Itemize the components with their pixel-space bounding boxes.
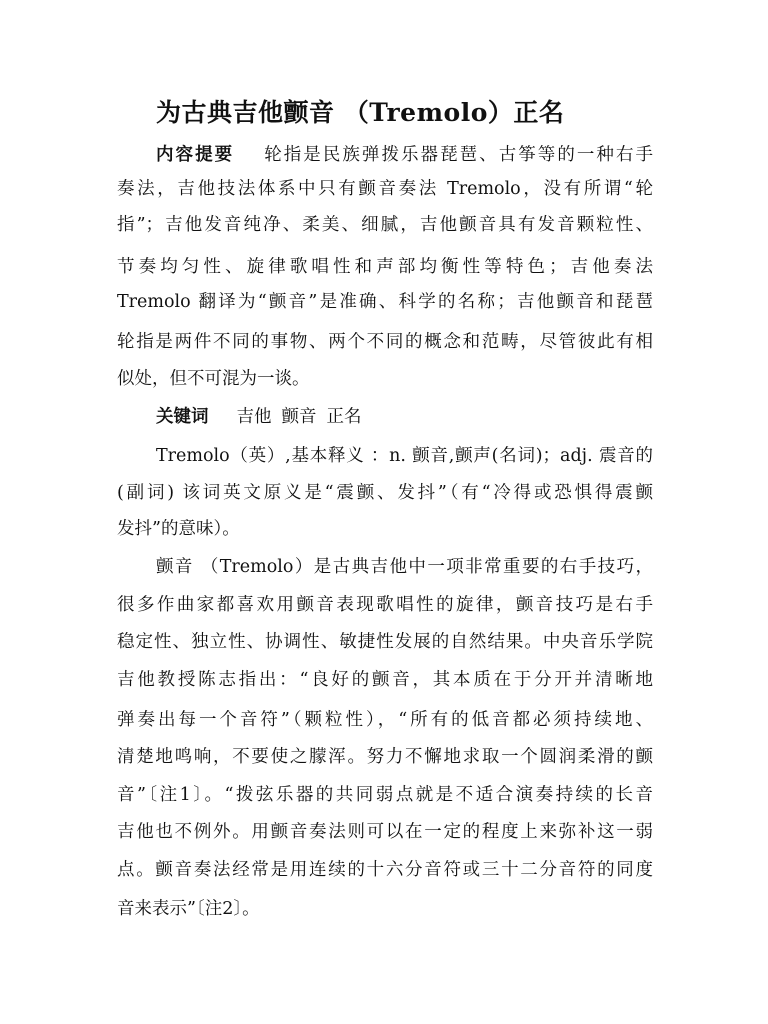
keyword-item: 正名 (326, 407, 362, 427)
abstract-line: 奏法，吉他技法体系中只有颤音奏法 Tremolo，没有所谓“轮 (117, 179, 653, 199)
abstract-line (156, 143, 653, 167)
body-line: 很多作曲家都喜欢用颤音表现歌唱性的旋律，颤音技巧是右手 (117, 595, 653, 615)
body-line: 弹奏出每一个音符”（颗粒性），“所有的低音都必须持续地、 (117, 710, 653, 730)
keywords-line (156, 405, 653, 429)
page-title: 为古典吉他颤音 （Tremolo）正名 (156, 98, 565, 127)
body-line: 吉他教授陈志指出：“良好的颤音，其本质在于分开并清晰地 (117, 670, 653, 690)
definition-line: Tremolo（英）,基本释义 ：n. 颤音,颤声(名词)；adj. 震音的 (156, 446, 653, 466)
keyword-item: 颤音 (281, 407, 317, 427)
abstract-text: 轮指是民族弹拨乐器琵琶、古筝等的一种右手 (262, 145, 653, 165)
body-line: 颤音 （Tremolo）是古典吉他中一项非常重要的右手技巧， (156, 557, 653, 577)
body-line: 点。颤音奏法经常是用连续的十六分音符或三十二分音符的同度 (117, 860, 653, 880)
abstract-label: 内容提要 (156, 145, 235, 165)
body-line: 吉他也不例外。用颤音奏法则可以在一定的程度上来弥补这一弱 (117, 822, 653, 842)
body-line: 稳定性、独立性、协调性、敏捷性发展的自然结果。中央音乐学院 (117, 632, 653, 652)
keyword-item: 吉他 (236, 407, 272, 427)
keywords-label: 关键词 (156, 407, 209, 427)
body-line: 音”〔注1〕。“拨弦乐器的共同弱点就是不适合演奏持续的长音 (117, 785, 653, 805)
definition-line: (副词) 该词英文原义是“震颤、发抖”（有“冷得或恐惧得震颤 (117, 483, 653, 503)
abstract-line: Tremolo 翻译为“颤音”是准确、科学的名称；吉他颤音和琵琶 (117, 292, 653, 312)
abstract-line: 指”；吉他发音纯净、柔美、细腻，吉他颤音具有发音颗粒性、 (117, 215, 653, 235)
abstract-line: 轮指是两件不同的事物、两个不同的概念和范畴，尽管彼此有相 (117, 332, 653, 352)
abstract-line: 似处，但不可混为一谈。 (117, 369, 310, 389)
abstract-line: 节奏均匀性、旋律歌唱性和声部均衡性等特色；吉他奏法 (117, 257, 653, 277)
definition-line: 发抖”的意味）。 (117, 519, 240, 539)
body-line: 音来表示”〔注2〕。 (117, 899, 260, 919)
body-line: 清楚地鸣响，不要使之朦浑。努力不懈地求取一个圆润柔滑的颤 (117, 747, 653, 767)
